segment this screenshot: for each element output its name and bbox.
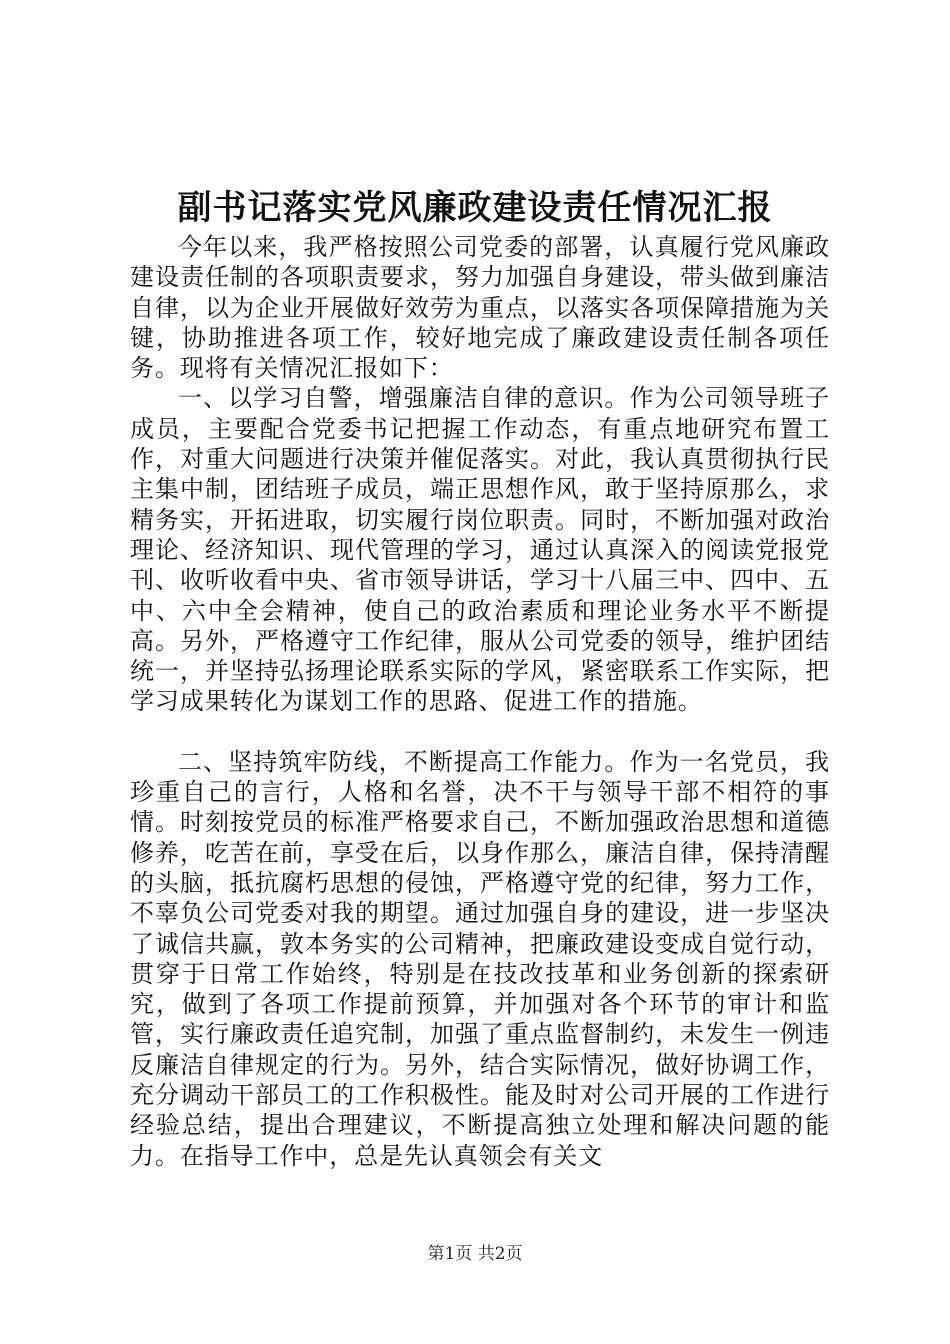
paragraph-section-two: 二、坚持筑牢防线，不断提高工作能力。作为一名党员，我珍重自己的言行，人格和名誉，决不干与领导干部不相符的事情。时刻按党员的标准严格要求自己，不断加强政治思想和道德修养，吃苦在前，享受在后，以身作那么，廉洁自律，保持清醒的头脑，抵抗腐朽思想的侵蚀，严格遵守党的纪律，努力工作，不辜负公司党委对我的期望。通过加强自身的建设，进一步坚决了诚信共赢，敦本务实的公司精神，把廉政建设变成自觉行动，贯穿于日常工作始终，特别是在技改技革和业务创新的探索研究，做到了各项工作提前预算，并加强对各个环节的审计和监管，实行廉政责任追究制，加强了重点监督制约，未发生一例违反廉洁自律规定的行为。另外，结合实际情况，做好协调工作，充分调动干部员工的工作积极性。能及时对公司开展的工作进行经验总结，提出合理建议，不断提高独立处理和解决问题的能力。在指导工作中，总是先认真领会有关文	[130, 747, 830, 1170]
paragraph-intro: 今年以来，我严格按照公司党委的部署，认真履行党风廉政建设责任制的各项职责要求，努力加强自身建设，带头做到廉洁自律，以为企业开展做好效劳为重点，以落实各项保障措施为关键，协助推进各项工作，较好地完成了廉政建设责任制各项任务。现将有关情况汇报如下：	[130, 233, 830, 383]
document-title: 副书记落实党风廉政建设责任情况汇报	[177, 188, 773, 228]
document-body	[130, 232, 830, 1171]
page-number-footer: 第1页 共2页	[427, 1244, 523, 1264]
paragraph-section-one: 一、以学习自警，增强廉洁自律的意识。作为公司领导班子成员，主要配合党委书记把握工作动态，有重点地研究布置工作，对重大问题进行决策并催促落实。对此，我认真贯彻执行民主集中制，团结班子成员，端正思想作风，敢于坚持原那么，求精务实，开拓进取，切实履行岗位职责。同时，不断加强对政治理论、经济知识、现代管理的学习，通过认真深入的阅读党报党刊、收听收看中央、省市领导讲话，学习十八届三中、四中、五中、六中全会精神，使自己的政治素质和理论业务水平不断提高。另外，严格遵守工作纪律，服从公司党委的领导，维护团结统一，并坚持弘扬理论联系实际的学风，紧密联系工作实际，把学习成果转化为谋划工作的思路、促进工作的措施。	[130, 384, 830, 716]
